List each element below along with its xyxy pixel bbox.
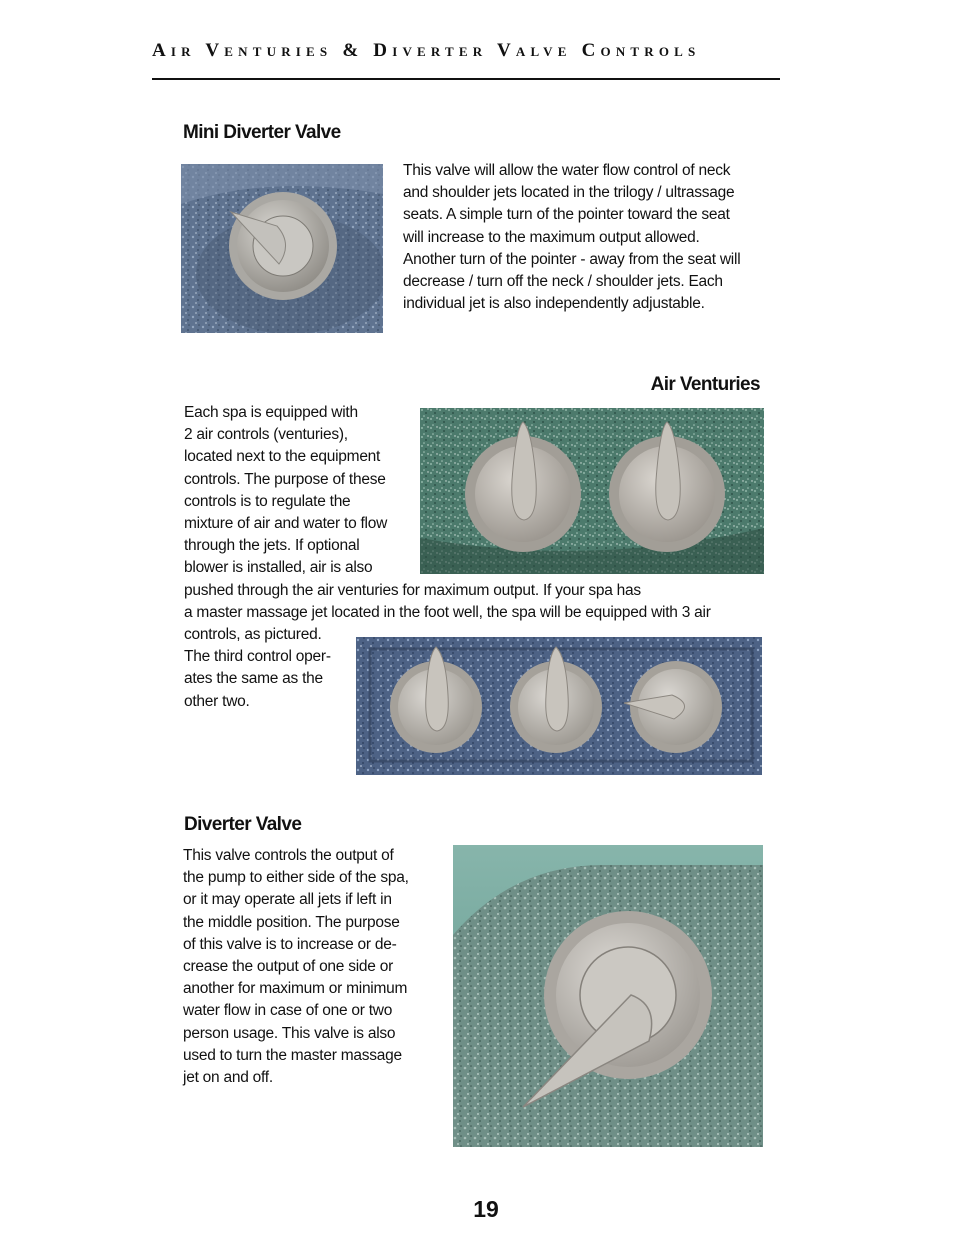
text-line: used to turn the master massage <box>183 1046 402 1064</box>
mini-diverter-text <box>403 160 740 315</box>
page-header-title: Air Venturies & Diverter Valve Controls <box>152 40 701 61</box>
air-venturies-heading: Air Venturies <box>650 374 760 395</box>
text-line: jet on and off. <box>183 1069 273 1087</box>
diverter-valve-photo <box>453 845 763 1147</box>
text-line: controls. The purpose of these <box>184 470 386 488</box>
text-line: person usage. This valve is also <box>183 1024 396 1042</box>
two-air-controls-photo <box>420 408 764 574</box>
text-line: controls, as pictured. <box>184 626 322 644</box>
text-line: Another turn of the pointer - away from the seat will <box>403 250 741 268</box>
text-line: a master massage jet located in the foot well, the spa will be equipped with 3 air <box>184 603 711 621</box>
text-line: and shoulder jets located in the trilogy / ultrassage <box>403 184 735 202</box>
text-line: This valve will allow the water flow control of neck <box>403 162 731 179</box>
text-line: other two. <box>184 692 250 710</box>
text-line: blower is installed, air is also <box>184 559 373 577</box>
text-line: located next to the equipment <box>184 448 381 466</box>
text-line: crease the output of one side or <box>183 958 394 976</box>
text-line: decrease / turn off the neck / shoulder jets. Each <box>403 273 723 291</box>
diverter-heading: Diverter Valve <box>184 814 302 835</box>
text-line: of this valve is to increase or de- <box>183 935 397 953</box>
text-line: mixture of air and water to flow <box>184 515 388 533</box>
text-line: the middle position. The purpose <box>183 913 400 931</box>
text-line: or it may operate all jets if left in <box>183 891 392 909</box>
text-line: individual jet is also independently adjustable. <box>403 295 705 313</box>
text-line: water flow in case of one or two <box>183 1002 393 1020</box>
text-line: The third control oper- <box>184 648 331 666</box>
text-line: pushed through the air venturies for maximum output. If your spa has <box>184 581 641 599</box>
text-line: 2 air controls (venturies), <box>184 426 348 444</box>
page-number: 19 <box>473 1196 499 1222</box>
text-line: through the jets. If optional <box>184 537 360 555</box>
text-line: seats. A simple turn of the pointer toward the seat <box>403 206 730 224</box>
text-line: will increase to the maximum output allowed. <box>403 228 700 246</box>
text-line: the pump to either side of the spa, <box>183 869 409 887</box>
text-line: This valve controls the output of <box>183 847 394 864</box>
mini-diverter-heading: Mini Diverter Valve <box>183 122 341 143</box>
mini-diverter-photo <box>181 164 383 333</box>
header-rule <box>152 78 780 80</box>
text-line: ates the same as the <box>184 670 323 688</box>
diverter-text <box>183 845 409 1089</box>
text-line: Each spa is equipped with <box>184 404 358 421</box>
text-line: controls is to regulate the <box>184 492 351 510</box>
text-line: another for maximum or minimum <box>183 980 408 998</box>
three-air-controls-photo <box>356 637 762 775</box>
